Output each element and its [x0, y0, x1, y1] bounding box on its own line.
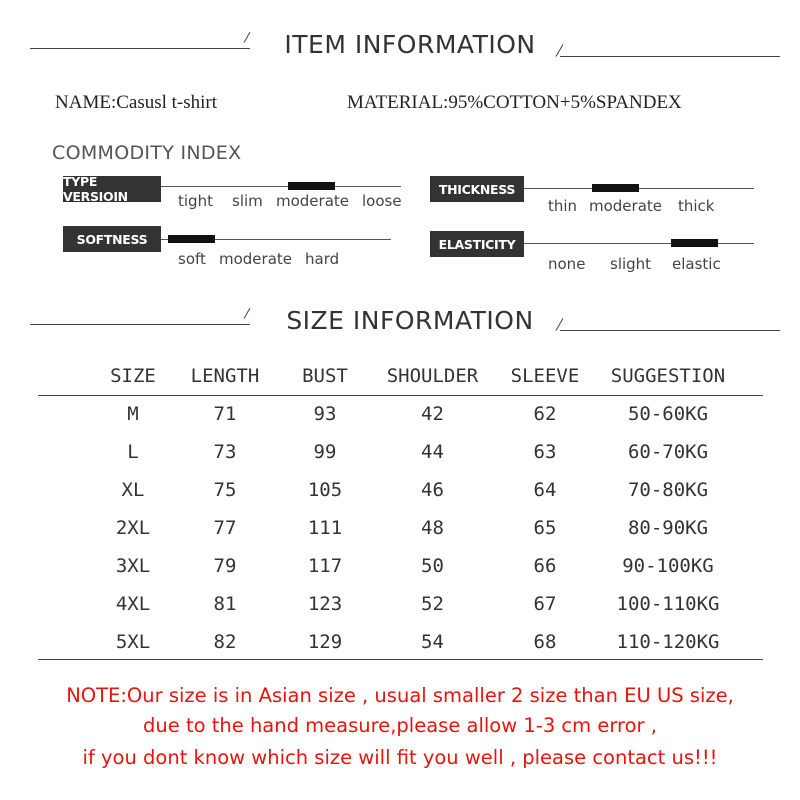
- table-cell: 129: [307, 631, 343, 653]
- table-row: [38, 586, 763, 622]
- table-row: [38, 548, 763, 584]
- table-cell: XL: [121, 479, 145, 501]
- thickness-marker: [592, 184, 639, 192]
- elasticity-scale: [524, 243, 754, 244]
- table-cell: 71: [213, 403, 237, 425]
- table-cell: 75: [213, 479, 237, 501]
- size-information-title: SIZE INFORMATION: [286, 306, 534, 335]
- table-header-cell: SHOULDER: [386, 365, 479, 387]
- header-rule-left: [30, 48, 250, 49]
- elasticity-option: slight: [610, 255, 652, 273]
- table-header-cell: SIZE: [110, 365, 156, 387]
- table-cell: 123: [307, 593, 343, 615]
- table-cell: 52: [421, 593, 444, 615]
- table-header-row: [38, 358, 763, 394]
- softness-option: moderate: [219, 250, 293, 268]
- header-rule-right: [560, 330, 780, 331]
- header-rule-right: [560, 56, 780, 57]
- table-cell: 66: [533, 555, 557, 577]
- type-version-option: loose: [362, 192, 402, 210]
- table-cell: 5XL: [115, 631, 151, 653]
- softness-tag: SOFTNESS: [63, 226, 161, 252]
- softness-option: hard: [305, 250, 340, 268]
- table-header-cell: SUGGESTION: [610, 365, 726, 387]
- table-cell: 67: [533, 593, 557, 615]
- note-line-3: if you dont know which size will fit you well , please contact us!!!: [82, 746, 718, 769]
- header-rule-left: [30, 324, 250, 325]
- table-cell: 46: [421, 479, 444, 501]
- table-cell: 105: [307, 479, 343, 501]
- table-cell: 63: [533, 441, 557, 463]
- thickness-option: thin: [548, 197, 578, 215]
- type-version-scale: [161, 186, 401, 187]
- product-name: NAME:Casusl t-shirt: [55, 92, 218, 113]
- elasticity-tag: ELASTICITY: [430, 231, 524, 257]
- table-cell: 79: [213, 555, 237, 577]
- table-cell: 50-60KG: [627, 403, 709, 425]
- item-information-header: [0, 30, 800, 70]
- table-cell: 64: [533, 479, 557, 501]
- table-cell: 110-120KG: [616, 631, 720, 653]
- elasticity-option: none: [548, 255, 586, 273]
- note-line-1: NOTE:Our size is in Asian size , usual smaller 2 size than EU US size,: [66, 684, 734, 707]
- table-cell: 77: [213, 517, 237, 539]
- table-row: [38, 434, 763, 470]
- table-cell: 60-70KG: [627, 441, 709, 463]
- table-cell: 117: [307, 555, 343, 577]
- table-cell: 111: [307, 517, 343, 539]
- table-header-cell: LENGTH: [190, 365, 260, 387]
- item-information-title: ITEM INFORMATION: [284, 30, 536, 59]
- product-material: MATERIAL:95%COTTON+5%SPANDEX: [347, 92, 682, 113]
- commodity-index-label: COMMODITY INDEX: [52, 142, 242, 164]
- table-cell: 54: [421, 631, 444, 653]
- table-cell: 93: [313, 403, 337, 425]
- table-row: [38, 510, 763, 546]
- table-cell: 73: [213, 441, 237, 463]
- table-cell: 99: [313, 441, 337, 463]
- thickness-option: moderate: [589, 197, 663, 215]
- thickness-option: thick: [678, 197, 715, 215]
- type-version-option: tight: [178, 192, 213, 210]
- table-cell: 50: [421, 555, 444, 577]
- table-cell: 81: [213, 593, 237, 615]
- table-row: [38, 472, 763, 508]
- table-header-cell: SLEEVE: [510, 365, 580, 387]
- table-cell: 90-100KG: [622, 555, 714, 577]
- table-cell: 48: [421, 517, 444, 539]
- table-bottom-rule: [38, 659, 763, 660]
- softness-marker: [168, 235, 215, 243]
- table-cell: 4XL: [115, 593, 151, 615]
- note-line-2: due to the hand measure,please allow 1-3 cm error ,: [143, 714, 657, 737]
- table-cell: 65: [533, 517, 557, 539]
- table-cell: 80-90KG: [627, 517, 709, 539]
- table-cell: 62: [533, 403, 557, 425]
- header-slash-left: [244, 32, 251, 43]
- table-cell: 70-80KG: [627, 479, 709, 501]
- table-row: [38, 624, 763, 660]
- table-cell: 82: [213, 631, 237, 653]
- table-row: [38, 396, 763, 432]
- thickness-scale: [524, 188, 754, 189]
- softness-option: soft: [178, 250, 206, 268]
- type-version-tag: TYPE VERSIOIN: [63, 176, 161, 202]
- size-information-header: [0, 306, 800, 346]
- table-cell: 2XL: [115, 517, 151, 539]
- table-cell: 44: [421, 441, 444, 463]
- table-cell: L: [127, 441, 139, 463]
- table-cell: 42: [421, 403, 444, 425]
- type-version-option: slim: [232, 192, 263, 210]
- table-header-cell: BUST: [302, 365, 348, 387]
- header-slash-left: [244, 308, 251, 319]
- table-cell: 68: [533, 631, 557, 653]
- thickness-tag: THICKNESS: [430, 176, 524, 202]
- table-cell: M: [127, 403, 139, 425]
- type-version-marker: [288, 182, 335, 190]
- table-cell: 3XL: [115, 555, 151, 577]
- table-cell: 100-110KG: [616, 593, 720, 615]
- elasticity-marker: [671, 239, 718, 247]
- elasticity-option: elastic: [672, 255, 721, 273]
- type-version-option: moderate: [276, 192, 350, 210]
